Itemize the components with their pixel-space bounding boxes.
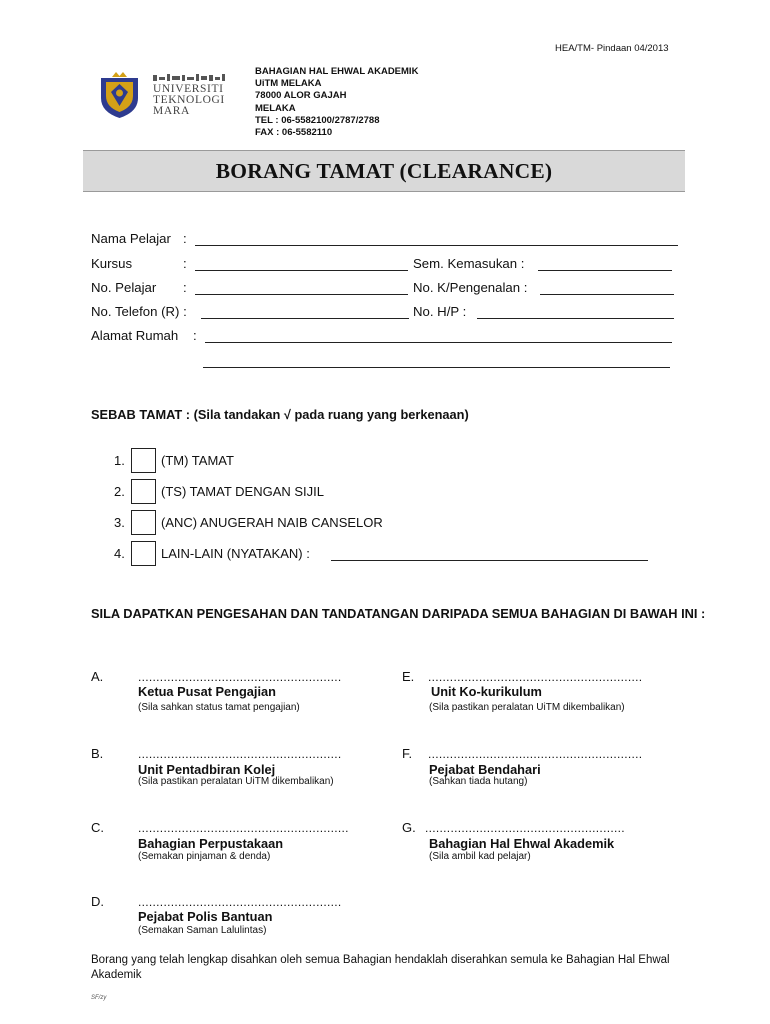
signature-note: (Sahkan tiada hutang) (429, 776, 528, 787)
option-number: 3. (114, 515, 125, 530)
signature-title: Bahagian Perpustakaan (138, 836, 284, 851)
option-label: (ANC) ANUGERAH NAIB CANSELOR (161, 515, 383, 530)
option-number: 1. (114, 453, 125, 468)
signature-note: (Sila ambil kad pelajar) (429, 851, 531, 862)
option-checkbox-ts[interactable] (131, 479, 156, 504)
signature-title: Bahagian Hal Ehwal Akademik (429, 836, 615, 851)
alamat-rumah-label: Alamat Rumah (91, 328, 179, 343)
footer-note: Borang yang telah lengkap disahkan oleh semua Bahagian hendaklah diserahkan semula ke Bahagian Hal Ehwal Akademik (91, 954, 670, 981)
sem-kemasukan-label: Sem. Kemasukan : (413, 256, 525, 271)
signature-letter: D. (91, 894, 104, 909)
logo-text-line: MARA (153, 105, 190, 117)
signature-letter: F. (402, 746, 413, 761)
signature-note: (Sila pastikan peralatan UiTM dikembalikan) (138, 776, 334, 787)
form-reference: HEA/TM- Pindaan 04/2013 (555, 43, 669, 54)
signature-line[interactable]: ....................................................... (425, 821, 625, 835)
nama-pelajar-label: Nama Pelajar (91, 231, 171, 246)
initials: SF/zy (91, 995, 107, 1001)
signature-title: Ketua Pusat Pengajian (138, 684, 276, 699)
address-line: TEL : 06-5582100/2787/2788 (255, 114, 380, 126)
no-hp-line[interactable] (477, 318, 674, 319)
signature-letter: C. (91, 820, 104, 835)
option-number: 2. (114, 484, 125, 499)
signature-note: (Semakan Saman Lalulintas) (138, 925, 267, 936)
signature-letter: A. (91, 669, 104, 684)
signature-line[interactable]: .......................................................... (138, 821, 349, 835)
uitm-logo (98, 72, 233, 120)
option-label: (TS) TAMAT DENGAN SIJIL (161, 484, 325, 499)
signature-note: (Sila sahkan status tamat pengajian) (138, 702, 300, 713)
no-hp-label: No. H/P : (413, 304, 467, 319)
colon: : (183, 280, 187, 295)
option-label: LAIN-LAIN (NYATAKAN) : (161, 546, 310, 561)
signature-note: (Semakan pinjaman & denda) (138, 851, 271, 862)
signature-title: Pejabat Polis Bantuan (138, 909, 273, 924)
option-checkbox-tm[interactable] (131, 448, 156, 473)
form-title: BORANG TAMAT (CLEARANCE) (215, 159, 553, 183)
signature-line[interactable]: ........................................................ (138, 670, 342, 684)
alamat-rumah-line-2[interactable] (203, 367, 670, 368)
sem-kemasukan-line[interactable] (538, 270, 672, 271)
no-pelajar-label: No. Pelajar (91, 280, 157, 295)
signature-letter: E. (402, 669, 415, 684)
address-line: 78000 ALOR GAJAH (255, 90, 347, 102)
option-checkbox-lain[interactable] (131, 541, 156, 566)
colon: : (183, 256, 187, 271)
signature-line[interactable]: ........................................................ (138, 747, 342, 761)
lain-lain-line[interactable] (331, 560, 648, 561)
signature-line[interactable]: ........................................................ (138, 895, 342, 909)
logo-text-line: TEKNOLOGI (153, 94, 225, 106)
signature-title: Unit Ko-kurikulum (431, 684, 542, 699)
no-telefon-label: No. Telefon (R) : (91, 304, 187, 319)
signature-line[interactable]: ........................................................... (428, 670, 643, 684)
logo-text-line: UNIVERSITI (153, 83, 224, 95)
address-block (255, 66, 418, 139)
nama-pelajar-line[interactable] (195, 245, 678, 246)
no-pelajar-line[interactable] (195, 294, 408, 295)
signature-note: (Sila pastikan peralatan UiTM dikembalikan) (429, 702, 625, 713)
signature-letter: G. (402, 820, 416, 835)
address-line: UiTM MELAKA (255, 78, 322, 90)
no-kp-line[interactable] (540, 294, 674, 295)
kursus-line[interactable] (195, 270, 408, 271)
colon: : (183, 231, 187, 246)
sebab-tamat-heading: SEBAB TAMAT : (Sila tandakan √ pada ruang yang berkenaan) (91, 407, 469, 422)
address-line: FAX : 06-5582110 (255, 127, 333, 139)
no-kp-label: No. K/Pengenalan : (413, 280, 528, 295)
signature-title: Pejabat Bendahari (429, 762, 541, 777)
alamat-rumah-line[interactable] (205, 342, 672, 343)
signature-letter: B. (91, 746, 104, 761)
signature-title: Unit Pentadbiran Kolej (138, 762, 276, 777)
option-label: (TM) TAMAT (161, 453, 234, 468)
no-telefon-line[interactable] (201, 318, 409, 319)
address-line: MELAKA (255, 102, 296, 114)
option-checkbox-anc[interactable] (131, 510, 156, 535)
address-line: BAHAGIAN HAL EHWAL AKADEMIK (255, 66, 419, 77)
instruction-text: SILA DAPATKAN PENGESAHAN DAN TANDATANGAN DARIPADA SEMUA BAHAGIAN DI BAWAH INI : (91, 606, 706, 621)
kursus-label: Kursus (91, 256, 133, 271)
option-number: 4. (114, 546, 125, 561)
signature-line[interactable]: ........................................................... (428, 747, 643, 761)
colon: : (193, 328, 197, 343)
